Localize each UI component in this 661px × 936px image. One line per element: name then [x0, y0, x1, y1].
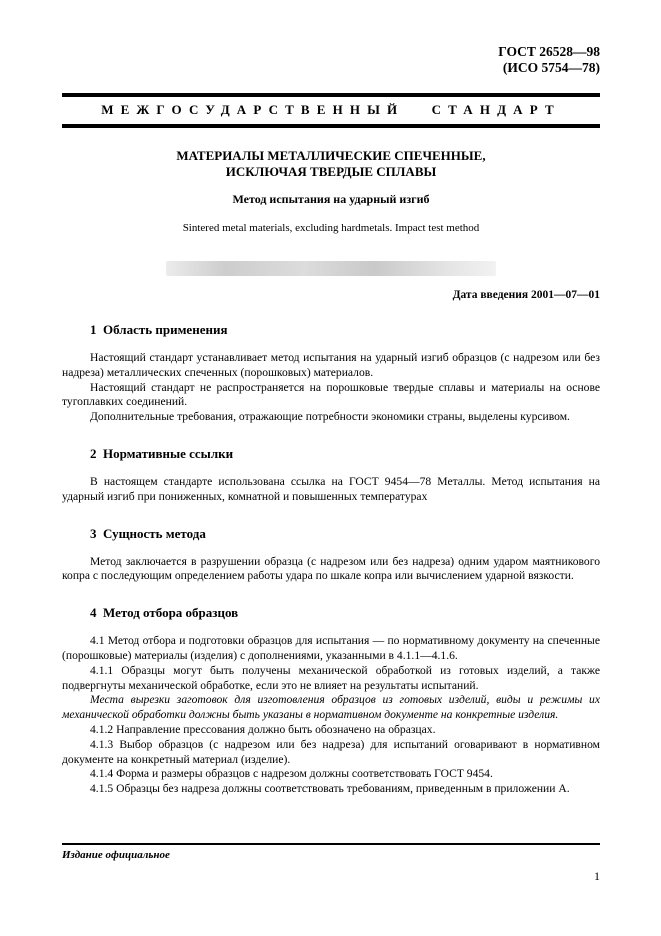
document-subtitle: Метод испытания на ударный изгиб [232, 192, 430, 206]
paragraph: 4.1.1 Образцы могут быть получены механической обработкой из готовых изделий, а также подвергнуты механической обработке, если это не влияет на результаты испытаний. [62, 663, 600, 692]
paragraph: 4.1 Метод отбора и подготовки образцов для испытания — по нормативному документу на спеченные (порошковые) материалы (изделия) с дополнениями, указанными в 4.1.1—4.1.6. [62, 634, 600, 662]
section-heading: 1 Область применения [90, 322, 228, 337]
section-heading: 2 Нормативные ссылки [90, 445, 234, 461]
paragraph: Настоящий стандарт устанавливает метод испытания на ударный изгиб образцов (с надрезом или без надреза) металлических спеченных (порошковых) материалов. [62, 351, 600, 379]
page-number: 1 [594, 869, 600, 883]
paragraph: 4.1.3 Выбор образцов (с надрезом или без надреза) для испытаний оговаривают в нормативном документе на конкретный материал (изделие). [62, 737, 600, 766]
paragraph: 4.1.5 Образцы без надреза должны соответствовать требованиям, приведенным в приложении А. [90, 782, 570, 796]
paragraph: 4.1.4 Форма и размеры образцов с надрезом должны соответствовать ГОСТ 9454. [90, 767, 493, 781]
section-scope [62, 322, 600, 425]
scan-smudge-artifact [166, 261, 496, 276]
section-heading: 3 Сущность метода [90, 525, 206, 541]
section-normative-references [62, 446, 600, 505]
doc-number: ГОСТ 26528—98 [498, 44, 600, 59]
paragraph: Настоящий стандарт не распространяется на порошковые твердые сплавы и материалы на основе тугоплавких соединений. [62, 380, 600, 409]
paragraph-italic-requirement: Места вырезки заготовок для изготовления образцов из готовых изделий, виды и режимы их механической обработки должны быть указаны в нормативном документе на конкретные изделия. [62, 693, 600, 722]
title-line-1: МАТЕРИАЛЫ МЕТАЛЛИЧЕСКИЕ СПЕЧЕННЫЕ, [176, 148, 486, 163]
paragraph: Дополнительные требования, отражающие потребности экономики страны, выделены курсивом. [90, 410, 570, 424]
banner-text: МЕЖГОСУДАРСТВЕННЫЙ СТАНДАРТ [101, 102, 561, 117]
paragraph: Метод заключается в разрушении образца (с надрезом или без надреза) одним ударом маятникового копра с последующим определением работы удара по шкале копра или вычислением ударной вязкости. [62, 554, 600, 583]
doc-number-iso: (ИСО 5754—78) [502, 60, 600, 75]
title-line-2: ИСКЛЮЧАЯ ТВЕРДЫЕ СПЛАВЫ [225, 164, 437, 179]
section-sampling-method [62, 605, 600, 797]
section-heading: 4 Метод отбора образцов [90, 605, 239, 621]
paragraph: В настоящем стандарте использована ссылка на ГОСТ 9454—78 Металлы. Метод испытания на ударный изгиб при пониженных, комнатной и повышенных температурах [62, 474, 600, 503]
section-method-essence [62, 526, 600, 585]
document-title [62, 148, 600, 180]
page-footer [62, 843, 600, 884]
official-edition-note: Издание официальное [62, 849, 170, 861]
document-title-english: Sintered metal materials, excluding hardmetals. Impact test method [182, 222, 480, 234]
paragraph: 4.1.2 Направление прессования должно быть обозначено на образцах. [90, 722, 436, 736]
effective-date: Дата введения 2001—07—01 [452, 289, 600, 301]
doc-header [62, 44, 600, 76]
standard-banner [62, 93, 600, 128]
